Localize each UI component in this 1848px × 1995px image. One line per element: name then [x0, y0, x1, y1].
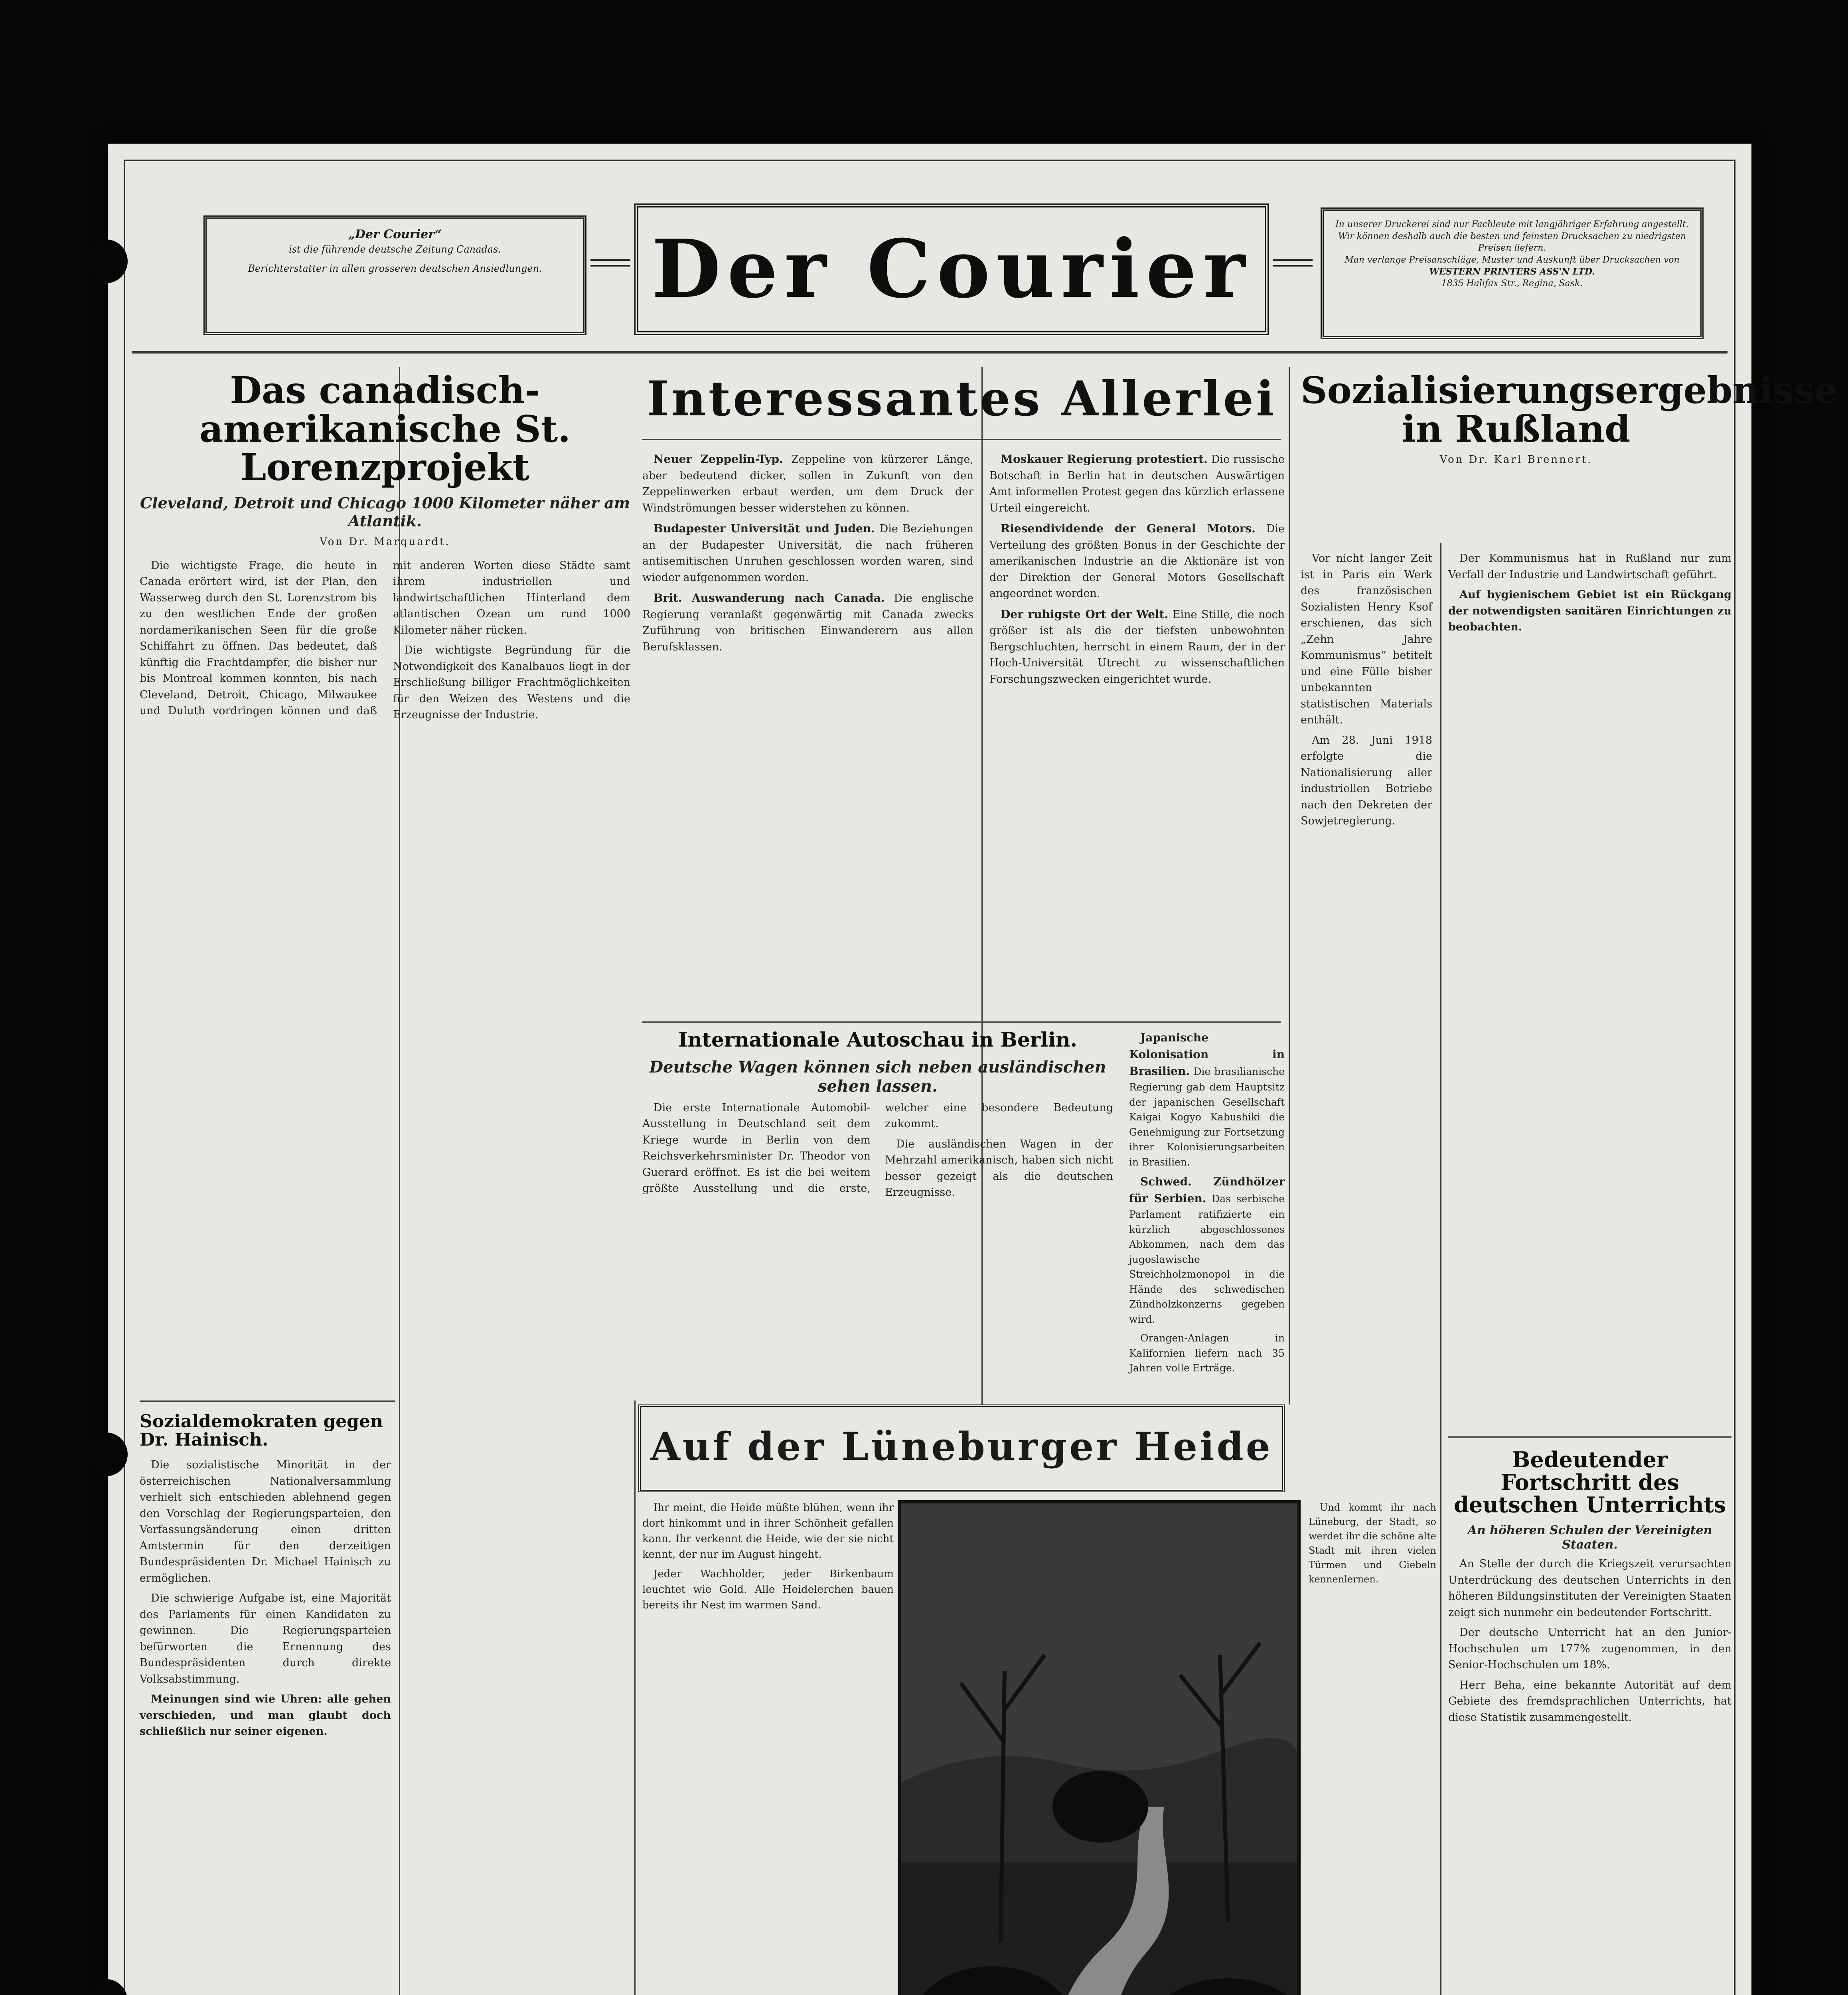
heide-text-left	[642, 1500, 894, 1617]
heide-text-right	[1309, 1500, 1436, 1590]
masthead-title: Der Courier	[634, 203, 1269, 335]
paragraph: Die schwierige Aufgabe ist, eine Majorität des Parlaments für einen Kandidaten zu gewinnen. Die Regierungsparteien befürworten die Ernennung des Bundespräsidenten durch direkte Volksabstimmung.	[140, 1592, 391, 1685]
note-text: Die brasilianische Regierung gab dem Hauptsitz der japanischen Gesellschaft Kaigai Kogyo Kabushiki die Genehmigung zur Fortsetzung ihrer Kolonisierungsarbeiten in Brasilien.	[1129, 1066, 1285, 1168]
left-ear-box	[203, 215, 586, 335]
headline: Sozialisierungsergebnisse in Rußland	[1301, 369, 1838, 450]
subhead: An höheren Schulen der Vereinigten Staaten.	[1467, 1523, 1712, 1552]
heath-landscape-illustration	[901, 1503, 1300, 1995]
newspaper-page	[108, 144, 1838, 1995]
ornament-rule	[1273, 259, 1313, 267]
article-lorenz	[140, 371, 630, 723]
section-rule	[642, 439, 1281, 440]
paragraph: Die wichtigste Frage, die heute in Canada erörtert wird, ist der Plan, den Wasserweg durch den St. Lorenzstrom bis zu den westlichen Ende der großen nordamerikanischen Seen für die große Schiffahrt zu öffnen. Das bedeutet, daß künftig die Frachtdampfer, die bisher nur bis Montreal kommen konnten, bis nach Cleveland, Detroit, Chicago, Milwaukee und Duluth vordringen können und daß mit anderen Worten diese Städte samt ihrem industriellen und landwirtschaftlichen Hinterland dem atlantischen Ozean um rund 1000 Kilometer näher rücken.	[140, 559, 630, 717]
item-kicker: Budapester Universität und Juden.	[654, 522, 875, 535]
column-rule	[634, 1400, 636, 1995]
item-text: Die Beziehungen an der Budapester Universität, die nach früheren antisemitischen Unruhen geschlossen worden waren, sind wieder aufgenommen worden.	[642, 523, 974, 584]
heath-woodcut-image	[898, 1500, 1301, 1995]
punch-hole	[84, 239, 128, 283]
byline: Von Dr. Marquardt.	[320, 535, 450, 548]
paragraph: Jeder Wachholder, jeder Birkenbaum leuchtet wie Gold. Alle Heidelerchen bauen bereits ihr Nest im warmen Sand.	[642, 1568, 894, 1611]
headline: Internationale Autoschau in Berlin.	[678, 1028, 1077, 1051]
item-kicker: Brit. Auswanderung nach Canada.	[654, 591, 885, 604]
item-text: Die Verteilung des größten Bonus in der Geschichte der amerikanischen Industrie an die Aktionäre ist von der Direktion der General Motors Gesellschaft angeordnet worden.	[989, 523, 1285, 600]
ornament-rule	[590, 259, 630, 267]
section-rule	[1448, 1436, 1732, 1438]
heide-title: Auf der Lüneburger Heide	[650, 1424, 1273, 1469]
ear-text: In unserer Druckerei sind nur Fachleute mit langjähriger Erfahrung angestellt.	[1335, 219, 1689, 229]
paragraph: An Stelle der durch die Kriegszeit verursachten Unterdrückung des deutschen Unterrichts in den höheren Bildungsinstituten der Vereinigten Staaten zeigt sich nunmehr ein bedeutender Fortschritt.	[1448, 1558, 1732, 1619]
left-ear	[215, 227, 575, 275]
article-sozialdemokraten	[140, 1412, 391, 1744]
subhead: Cleveland, Detroit und Chicago 1000 Kilometer näher am Atlantik.	[140, 494, 630, 530]
note-text: Das serbische Parlament ratifizierte ein kürzlich abgeschlossenes Abkommen, nach dem das jugoslawische Streichholzmonopol in die Hände des schwedischen Zündholzkonzerns gegeben wird.	[1129, 1193, 1285, 1325]
item-kicker: Moskauer Regierung protestiert.	[1001, 452, 1208, 466]
byline: Von Dr. Karl Brennert.	[1439, 454, 1593, 466]
right-ear-box	[1321, 207, 1704, 339]
ear-text: Wir können deshalb auch die besten und feinsten Drucksachen zu niedrigsten Preisen liefern.	[1338, 231, 1686, 253]
item-text: Eine Stille, die noch größer ist als die der tiefsten unbewohnten Bergschluchten, herrscht in einem Raum, der in der Hoch-Universität Utrecht zu wissenschaftlichen Forschungszwecken eingerichtet wurde.	[989, 608, 1285, 685]
item-kicker: Der ruhigste Ort der Welt.	[1001, 607, 1169, 621]
punch-hole	[84, 1432, 128, 1476]
ear-address: 1835 Halifax Str., Regina, Sask.	[1441, 279, 1583, 289]
item-text: Die englische Regierung veranlaßt gegenwärtig mit Canada zwecks Zuführung von britischen Einwanderern aus allen Berufsklassen.	[642, 592, 973, 653]
paragraph: Die erste Internationale Automobil-Ausstellung in Deutschland seit dem Kriege wurde in Berlin von dem Reichsverkehrsminister Dr. Theodor von Guerard eröffnet. Es ist die bei weitem größte Ausstellung und die erste, welcher eine besondere Bedeutung zukommt.	[642, 1101, 1113, 1195]
masthead-rule	[132, 351, 1728, 354]
sozialisierung-col-2	[1448, 551, 1732, 640]
article-body	[642, 1100, 1113, 1201]
article-autoschau	[642, 1029, 1113, 1201]
item-text: Zeppeline von kürzerer Länge, aber bedeutend dicker, sollen in Zukunft von den Zeppelinwerken erbaut werden, um dem Druck der Windströmungen besser widerstehen zu können.	[642, 453, 974, 514]
article-body	[140, 558, 630, 723]
ear-text: ist die führende deutsche Zeitung Canadas.	[288, 243, 501, 255]
paragraph: Die ausländischen Wagen in der Mehrzahl amerikanisch, haben sich nicht besser gezeigt als die deutschen Erzeugnisse.	[885, 1138, 1113, 1199]
subhead: Deutsche Wagen können sich neben ausländischen sehen lassen.	[649, 1057, 1106, 1096]
headline: Sozialdemokraten gegen Dr. Hainisch.	[140, 1411, 383, 1450]
ear-title: „Der Courier“	[348, 227, 442, 241]
paragraph: Auf hygienischem Gebiet ist ein Rückgang der notwendigsten sanitären Einrichtungen zu beobachten.	[1448, 589, 1732, 633]
paragraph: Die sozialistische Minorität in der österreichischen Nationalversammlung verhielt sich entschieden ablehnend gegen den Vorschlag der Regierungsparteien, den Verfassungsänderung einen dritten Amtstermin für den derzeitigen Bundespräsidenten Dr. Michael Hainisch zu ermöglichen.	[140, 1459, 391, 1584]
allerlei-column	[989, 451, 1285, 691]
headline: Bedeutender Fortschritt des deutschen Unterrichts	[1454, 1447, 1726, 1518]
punch-hole	[84, 1979, 128, 1995]
right-ear	[1332, 219, 1692, 290]
article-unterricht	[1448, 1448, 1732, 1730]
paragraph: Herr Beha, eine bekannte Autorität auf dem Gebiete des fremdsprachlichen Unterrichts, hat diese Statistik zusammengestellt.	[1448, 1679, 1732, 1724]
note-kicker: Schwed. Zündhölzer für Serbien.	[1129, 1175, 1285, 1205]
column-rule	[1289, 367, 1290, 1404]
section-title: Interessantes Allerlei	[646, 371, 1277, 427]
ear-text: Berichterstatter in allen grosseren deutschen Ansiedlungen.	[248, 263, 542, 274]
paragraph: Am 28. Juni 1918 erfolgte die Nationalisierung aller industriellen Betriebe nach den Dekreten der Sowjetregierung.	[1301, 734, 1432, 827]
note-text: Orangen-Anlagen in Kalifornien liefern nach 35 Jahren volle Erträge.	[1129, 1332, 1285, 1374]
item-kicker: Neuer Zeppelin-Typ.	[654, 452, 783, 466]
headline: Das canadisch-amerikanische St. Lorenzprojekt	[199, 369, 571, 489]
allerlei-column	[642, 451, 973, 659]
paragraph: Der deutsche Unterricht hat an den Junior-Hochschulen um 177% zugenommen, in den Senior-Hochschulen um 18%.	[1448, 1626, 1732, 1671]
article-sozialisierung	[1301, 369, 1838, 476]
notes-column	[1129, 1029, 1285, 1380]
item-kicker: Riesendividende der General Motors.	[1001, 522, 1256, 535]
paragraph: Der Kommunismus hat in Rußland nur zum Verfall der Industrie und Landwirtschaft geführt.	[1448, 552, 1732, 581]
note-kicker: Japanische Kolonisation in Brasilien.	[1129, 1031, 1285, 1078]
paragraph: Die wichtigste Begründung für die Notwendigkeit des Kanalbaues liegt in der Erschließung billiger Frachtmöglichkeiten für den Weizen des Westens und die Erzeugnisse der Industrie.	[393, 644, 630, 721]
column-rule	[1440, 543, 1441, 1995]
ear-company: WESTERN PRINTERS ASS'N LTD.	[1429, 266, 1595, 277]
section-rule	[642, 1021, 1281, 1023]
paragraph: Ihr meint, die Heide müßte blühen, wenn ihr dort hinkommt und in ihrer Schönheit gefallen kann. Ihr verkennt die Heide, wie der sie nicht kennt, der nur im August hingeht.	[642, 1502, 894, 1560]
heide-title-box	[638, 1404, 1285, 1492]
paragraph: Meinungen sind wie Uhren: alle gehen verschieden, und man glaubt doch schließlich nur seiner eigenen.	[140, 1693, 391, 1738]
paragraph: Vor nicht langer Zeit ist in Paris ein Werk des französischen Sozialisten Henry Ksof erschienen, das sich „Zehn Jahre Kommunismus“ betitelt und eine Fülle bisher unbekannten statistischen Materials enthält.	[1301, 552, 1432, 726]
paragraph: Und kommt ihr nach Lüneburg, der Stadt, so werdet ihr die schöne alte Stadt mit ihren vielen Türmen und Giebeln kennenlernen.	[1309, 1502, 1436, 1585]
column-rule	[981, 367, 983, 1404]
sozialisierung-col-1	[1301, 551, 1432, 834]
item-text: Die russische Botschaft in Berlin hat in deutschen Auswärtigen Amt informellen Protest gegen das kürzlich erlassene Urteil eingereicht.	[989, 453, 1285, 514]
section-rule	[140, 1400, 395, 1402]
ear-text: Man verlange Preisanschläge, Muster und Auskunft über Drucksachen von	[1345, 255, 1680, 265]
